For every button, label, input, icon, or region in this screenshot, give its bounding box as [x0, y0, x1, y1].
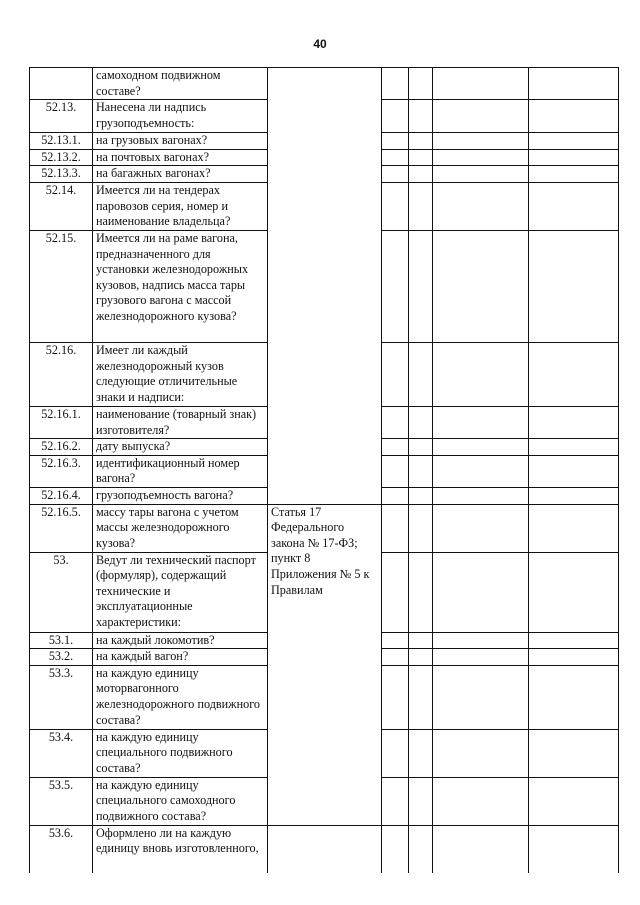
answer-na-cell[interactable] [433, 149, 529, 166]
answer-no-cell[interactable] [409, 729, 433, 777]
note-cell[interactable] [529, 230, 619, 342]
item-question: на грузовых вагонах? [93, 133, 268, 150]
note-cell[interactable] [529, 825, 619, 873]
note-cell[interactable] [529, 182, 619, 230]
answer-no-cell[interactable] [409, 68, 433, 100]
item-number: 52.16. [30, 342, 93, 406]
answer-no-cell[interactable] [409, 632, 433, 649]
answer-na-cell[interactable] [433, 166, 529, 183]
answer-na-cell[interactable] [433, 487, 529, 504]
note-cell[interactable] [529, 632, 619, 649]
answer-yes-cell[interactable] [382, 487, 409, 504]
item-question: наименование (товарный знак) изготовителя? [93, 406, 268, 438]
answer-yes-cell[interactable] [382, 504, 409, 552]
note-cell[interactable] [529, 777, 619, 825]
answer-no-cell[interactable] [409, 230, 433, 342]
answer-na-cell[interactable] [433, 406, 529, 438]
note-cell[interactable] [529, 149, 619, 166]
answer-no-cell[interactable] [409, 504, 433, 552]
item-number: 52.13.1. [30, 133, 93, 150]
answer-na-cell[interactable] [433, 777, 529, 825]
answer-na-cell[interactable] [433, 455, 529, 487]
answer-na-cell[interactable] [433, 552, 529, 632]
item-number: 52.16.3. [30, 455, 93, 487]
item-question: Имеется ли на раме вагона, предназначенного для установки железнодорожных кузовов, надпись масса тары грузового вагона с массой железнодорожного кузова? [93, 230, 268, 342]
answer-na-cell[interactable] [433, 729, 529, 777]
answer-no-cell[interactable] [409, 342, 433, 406]
answer-yes-cell[interactable] [382, 777, 409, 825]
item-number: 53.1. [30, 632, 93, 649]
answer-yes-cell[interactable] [382, 632, 409, 649]
item-question: на каждый локомотив? [93, 632, 268, 649]
item-question: на каждую единицу специального подвижного состава? [93, 729, 268, 777]
answer-no-cell[interactable] [409, 825, 433, 873]
answer-no-cell[interactable] [409, 777, 433, 825]
answer-na-cell[interactable] [433, 100, 529, 133]
answer-yes-cell[interactable] [382, 825, 409, 873]
answer-no-cell[interactable] [409, 649, 433, 666]
answer-yes-cell[interactable] [382, 230, 409, 342]
item-question: на каждую единицу моторвагонного железнодорожного подвижного состава? [93, 665, 268, 729]
checklist-table [29, 67, 619, 873]
note-cell[interactable] [529, 68, 619, 100]
note-cell[interactable] [529, 406, 619, 438]
item-question: Имеется ли на тендерах паровозов серия, номер и наименование владельца? [93, 182, 268, 230]
answer-na-cell[interactable] [433, 182, 529, 230]
answer-yes-cell[interactable] [382, 68, 409, 100]
answer-no-cell[interactable] [409, 149, 433, 166]
item-question: грузоподъемность вагона? [93, 487, 268, 504]
answer-no-cell[interactable] [409, 552, 433, 632]
note-cell[interactable] [529, 649, 619, 666]
item-question: Оформлено ли на каждую единицу вновь изготовленного, [93, 825, 268, 873]
item-question: на каждую единицу специального самоходного подвижного состава? [93, 777, 268, 825]
note-cell[interactable] [529, 455, 619, 487]
answer-na-cell[interactable] [433, 632, 529, 649]
answer-yes-cell[interactable] [382, 439, 409, 456]
page-number: 40 [313, 37, 327, 51]
item-question: Ведут ли технический паспорт (формуляр), содержащий технические и эксплуатационные характеристики: [93, 552, 268, 632]
item-question: дату выпуска? [93, 439, 268, 456]
item-question: Нанесена ли надпись грузоподъемность: [93, 100, 268, 133]
item-question: Имеет ли каждый железнодорожный кузов следующие отличительные знаки и надписи: [93, 342, 268, 406]
answer-na-cell[interactable] [433, 649, 529, 666]
table-row [30, 68, 619, 100]
answer-no-cell[interactable] [409, 406, 433, 438]
answer-no-cell[interactable] [409, 665, 433, 729]
note-cell[interactable] [529, 100, 619, 133]
answer-yes-cell[interactable] [382, 166, 409, 183]
item-number: 53.2. [30, 649, 93, 666]
answer-no-cell[interactable] [409, 455, 433, 487]
answer-yes-cell[interactable] [382, 100, 409, 133]
table-row [30, 504, 619, 552]
answer-yes-cell[interactable] [382, 649, 409, 666]
item-number: 52.13.2. [30, 149, 93, 166]
answer-na-cell[interactable] [433, 825, 529, 873]
item-question: массу тары вагона с учетом массы железнодорожного кузова? [93, 504, 268, 552]
item-number: 52.13. [30, 100, 93, 133]
item-number: 53.6. [30, 825, 93, 873]
note-cell[interactable] [529, 487, 619, 504]
legal-reference-empty [268, 68, 382, 505]
item-question: на почтовых вагонах? [93, 149, 268, 166]
item-number: 53.4. [30, 729, 93, 777]
answer-no-cell[interactable] [409, 487, 433, 504]
item-number: 53.5. [30, 777, 93, 825]
note-cell[interactable] [529, 552, 619, 632]
item-number: 52.14. [30, 182, 93, 230]
item-number: 53.3. [30, 665, 93, 729]
answer-na-cell[interactable] [433, 504, 529, 552]
item-number: 53. [30, 552, 93, 632]
item-number: 52.16.2. [30, 439, 93, 456]
answer-no-cell[interactable] [409, 439, 433, 456]
note-cell[interactable] [529, 342, 619, 406]
note-cell[interactable] [529, 133, 619, 150]
item-question: идентификационный номер вагона? [93, 455, 268, 487]
answer-yes-cell[interactable] [382, 182, 409, 230]
legal-reference-empty [268, 825, 382, 873]
answer-no-cell[interactable] [409, 182, 433, 230]
answer-yes-cell[interactable] [382, 729, 409, 777]
note-cell[interactable] [529, 665, 619, 729]
answer-na-cell[interactable] [433, 230, 529, 342]
item-question: самоходном подвижном составе? [93, 68, 268, 100]
answer-na-cell[interactable] [433, 342, 529, 406]
answer-yes-cell[interactable] [382, 133, 409, 150]
answer-yes-cell[interactable] [382, 406, 409, 438]
note-cell[interactable] [529, 166, 619, 183]
item-number: 52.13.3. [30, 166, 93, 183]
item-number: 52.16.1. [30, 406, 93, 438]
item-question: на багажных вагонах? [93, 166, 268, 183]
answer-no-cell[interactable] [409, 100, 433, 133]
answer-na-cell[interactable] [433, 439, 529, 456]
answer-yes-cell[interactable] [382, 552, 409, 632]
answer-yes-cell[interactable] [382, 665, 409, 729]
answer-no-cell[interactable] [409, 133, 433, 150]
answer-yes-cell[interactable] [382, 342, 409, 406]
item-number: 52.16.5. [30, 504, 93, 552]
note-cell[interactable] [529, 729, 619, 777]
answer-na-cell[interactable] [433, 133, 529, 150]
answer-na-cell[interactable] [433, 665, 529, 729]
answer-no-cell[interactable] [409, 166, 433, 183]
note-cell[interactable] [529, 439, 619, 456]
answer-yes-cell[interactable] [382, 455, 409, 487]
legal-reference: Статья 17 Федерального закона № 17-ФЗ; пункт 8 Приложения № 5 к Правилам [268, 504, 382, 825]
item-number: 52.16.4. [30, 487, 93, 504]
table-row [30, 825, 619, 873]
note-cell[interactable] [529, 504, 619, 552]
item-question: на каждый вагон? [93, 649, 268, 666]
item-number [30, 68, 93, 100]
answer-na-cell[interactable] [433, 68, 529, 100]
item-number: 52.15. [30, 230, 93, 342]
answer-yes-cell[interactable] [382, 149, 409, 166]
